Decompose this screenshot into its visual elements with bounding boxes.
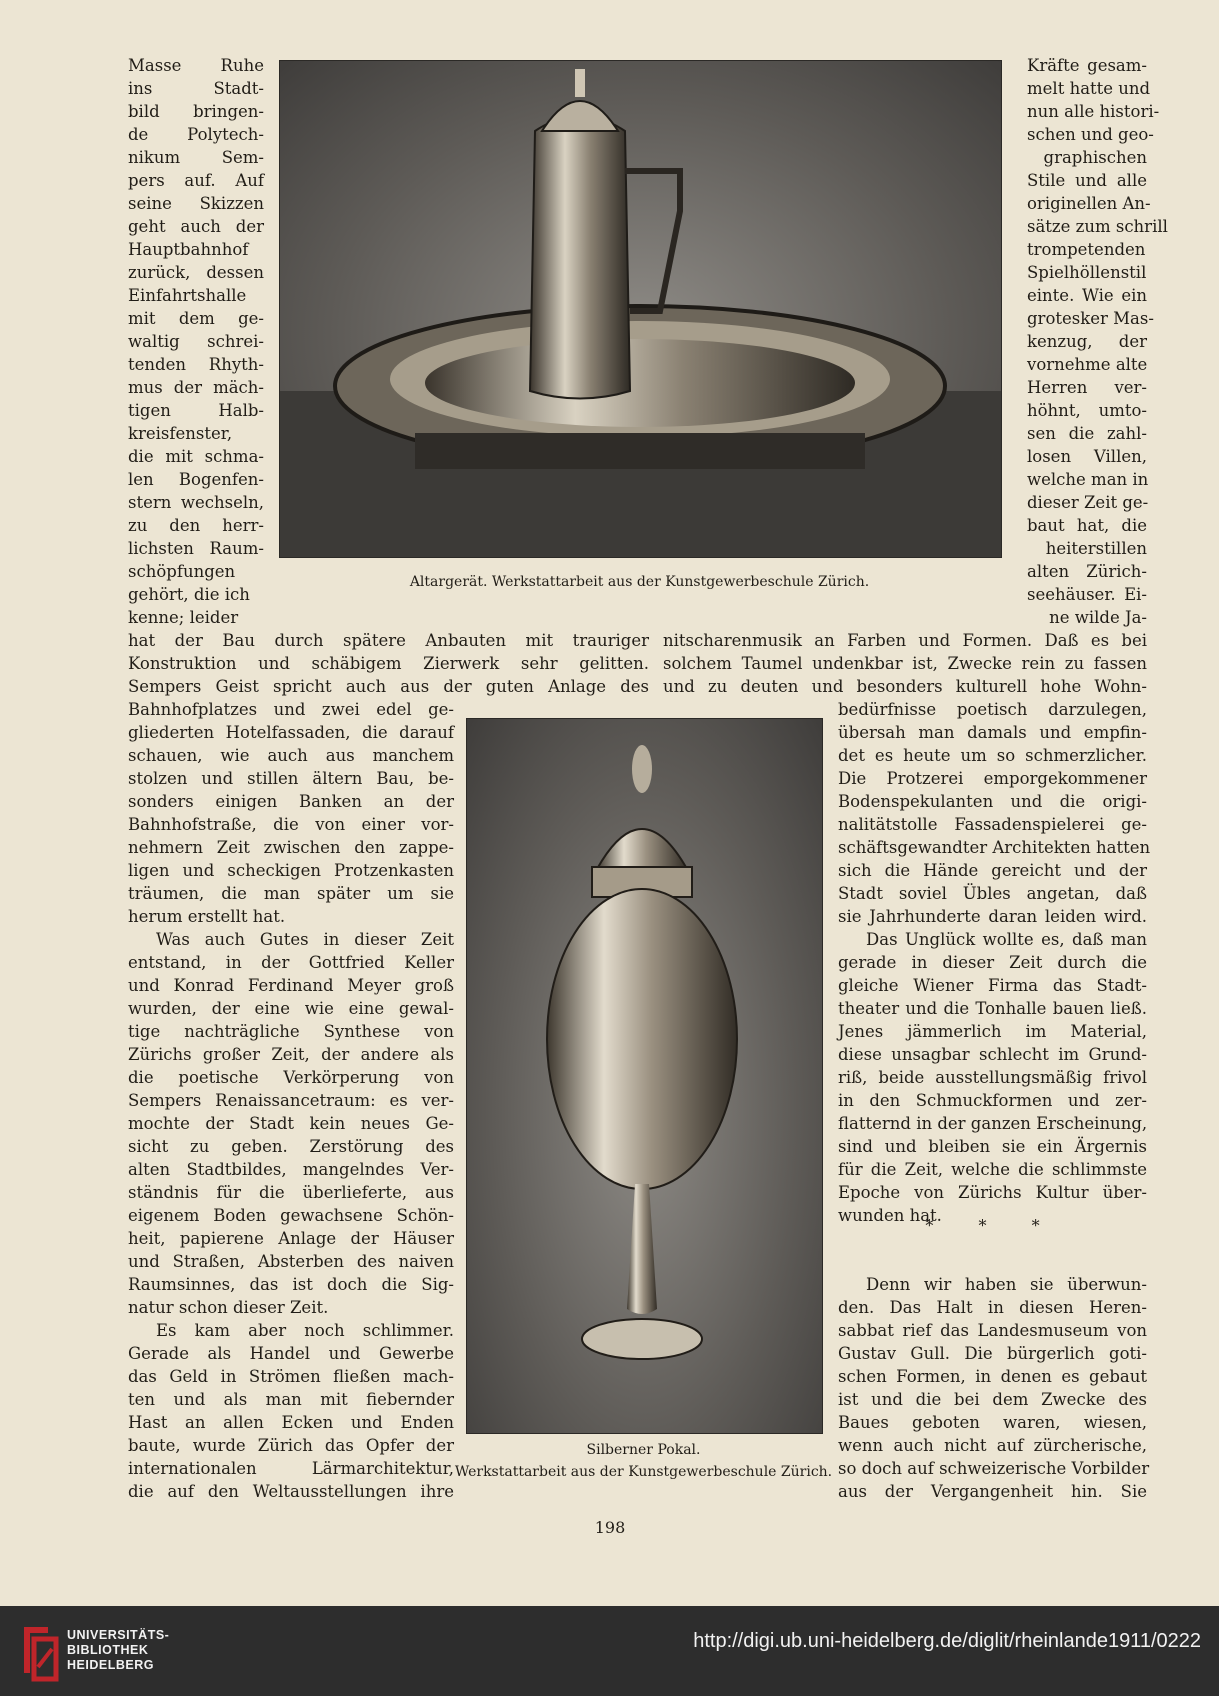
text-line: welche man in (1027, 470, 1149, 489)
text-line: schäftsgewandter Architekten hatten (838, 838, 1151, 857)
text-line: und Straßen, Absterben des naiven (128, 1252, 454, 1271)
section-separator: * * * (925, 1216, 1060, 1235)
text-line: seine Skizzen (128, 194, 264, 213)
text-line: gerade in dieser Zeit durch die (838, 953, 1147, 972)
text-line: Raumsinnes, das ist doch die Sig- (128, 1275, 454, 1294)
text-line: baute, wurde Zürich das Opfer der (128, 1436, 454, 1455)
text-line: höhnt, umto- (1027, 401, 1147, 420)
text-line: stolzen und stillen ältern Bau, be- (128, 769, 454, 788)
text-line: det es heute um so schmerzlicher. (838, 746, 1147, 765)
text-line: kenne; leider (128, 608, 239, 627)
text-line: heiterstillen (1045, 539, 1147, 558)
text-line: Sempers Geist spricht auch aus der guten Anlage des (128, 677, 649, 696)
text-line: hat der Bau durch spätere Anbauten mit trauriger (128, 631, 649, 650)
text-line: Hast an allen Ecken und Enden (128, 1413, 454, 1432)
text-line: Jenes jämmerlich im Material, (838, 1022, 1147, 1041)
text-line: ten und als man mit fiebernder (128, 1390, 454, 1409)
text-line: Bahnhofstraße, die von einer vor- (128, 815, 454, 834)
text-line: schöpfungen (128, 562, 236, 581)
text-line: Konstruktion und schäbigem Zierwerk sehr gelitten. (128, 654, 649, 673)
text-line: die auf den Weltausstellungen ihre (128, 1482, 454, 1501)
text-line: und Konrad Ferdinand Meyer groß (128, 976, 454, 995)
text-line: Hauptbahnhof (128, 240, 249, 259)
text-line: baut hat, die (1027, 516, 1147, 535)
text-line: Gustav Gull. Die bürgerlich goti- (838, 1344, 1147, 1363)
text-line: natur schon dieser Zeit. (128, 1298, 329, 1317)
text-line: schen und geo- (1027, 125, 1154, 144)
text-line: originellen An- (1027, 194, 1151, 213)
text-line: die mit schma- (128, 447, 264, 466)
text-line: graphischen (1043, 148, 1147, 167)
photo2-caption-title: Silberner Pokal. (586, 1442, 701, 1458)
text-line (838, 1250, 1147, 1273)
text-line: schauen, wie auch aus manchem (128, 746, 454, 765)
photo1-caption: Altargerät. Werkstattarbeit aus der Kunstgewerbeschule Zürich. (409, 574, 870, 590)
text-line: melt hatte und (1027, 79, 1151, 98)
text-line: herum erstellt hat. (128, 907, 286, 926)
text-line: ständnis für die überlieferte, aus (128, 1183, 454, 1202)
text-line: Sempers Renaissancetraum: es ver- (128, 1091, 454, 1110)
text-line: den. Das Halt in diesen Heren- (838, 1298, 1147, 1317)
text-line: Das Unglück wollte es, daß man (866, 930, 1147, 949)
text-line: nun alle histori- (1027, 102, 1160, 121)
text-line: seehäuser. Ei- (1027, 585, 1147, 604)
text-line: Herren ver- (1027, 378, 1147, 397)
text-line: übersah man damals und empfin- (838, 723, 1147, 742)
text-line: vornehme alte (1027, 355, 1148, 374)
text-line: mus der mäch- (128, 378, 264, 397)
text-line: bedürfnisse poetisch darzulegen, (838, 700, 1147, 719)
text-line: Spielhöllenstil (1027, 263, 1147, 282)
text-line: für die Zeit, welche die schlimmste (838, 1160, 1147, 1179)
text-line: bild bringen- (128, 102, 264, 121)
text-line: flatternd in der ganzen Erscheinung, (838, 1114, 1148, 1133)
text-line: nitscharenmusik an Farben und Formen. Daß es bei (663, 631, 1147, 650)
text-line: Stadt soviel Übles angetan, daß (838, 884, 1147, 903)
text-line: so doch auf schweizerische Vorbilder (838, 1459, 1150, 1478)
text-line: sich die Hände gereicht und der (838, 861, 1147, 880)
text-line: Kräfte gesam- (1027, 56, 1147, 75)
text-line: grotesker Mas- (1027, 309, 1154, 328)
text-line: zu den herr- (128, 516, 264, 535)
text-line: heit, papierene Anlage der Häuser (128, 1229, 454, 1248)
text-line: diese unsagbar schlecht im Grund- (838, 1045, 1147, 1064)
text-line: entstand, in der Gottfried Keller (128, 953, 454, 972)
text-line: nikum Sem- (128, 148, 264, 167)
text-line: zurück, dessen (128, 263, 264, 282)
text-line: Bahnhofplatzes und zwei edel ge- (128, 700, 454, 719)
text-line: sätze zum schrill (1027, 217, 1168, 236)
text-line: tenden Rhyth- (128, 355, 264, 374)
text-line: sen die zahl- (1027, 424, 1147, 443)
altar-vessel-photo (279, 60, 1002, 558)
text-line: die poetische Verkörperung von (128, 1068, 454, 1087)
text-line: das Geld in Strömen fließen mach- (128, 1367, 454, 1386)
text-line: Was auch Gutes in dieser Zeit (156, 930, 454, 949)
text-line: tige nachträgliche Synthese von (128, 1022, 454, 1041)
text-line: Masse Ruhe (128, 56, 264, 75)
text-line: alten Zürich- (1027, 562, 1147, 581)
text-line: losen Villen, (1027, 447, 1147, 466)
altar-vessel-illustration (280, 61, 1001, 557)
text-line: sind und bleiben sie ein Ärgernis (838, 1137, 1147, 1156)
source-url[interactable]: http://digi.ub.uni-heidelberg.de/diglit/rheinlande1911/0222 (693, 1630, 1201, 1652)
text-line: lichsten Raum- (128, 539, 264, 558)
text-line: wenn auch nicht auf zürcherische, (838, 1436, 1147, 1455)
text-line: sabbat rief das Landesmuseum von (838, 1321, 1147, 1340)
text-line: ist und die bei dem Zwecke des (838, 1390, 1147, 1409)
footer-bar (0, 1606, 1219, 1696)
text-line: gliederten Hotelfassaden, die darauf (128, 723, 454, 742)
text-line: Bodenspekulanten und die origi- (838, 792, 1147, 811)
text-line: schen Formen, in denen es gebaut (838, 1367, 1147, 1386)
text-line: solchem Taumel undenkbar ist, Zwecke rein zu fassen (663, 654, 1147, 673)
text-line: internationalen Lärmarchitektur, (128, 1459, 454, 1478)
text-line: Zürichs großer Zeit, der andere als (128, 1045, 454, 1064)
text-line: gehört, die ich (128, 585, 250, 604)
text-line: Baues geboten waren, wiesen, (838, 1413, 1147, 1432)
text-line: in den Schmuckformen und zer- (838, 1091, 1147, 1110)
text-line: kreisfenster, (128, 424, 233, 443)
text-line: eigenem Boden gewachsene Schön- (128, 1206, 454, 1225)
text-line: Einfahrtshalle (128, 286, 247, 305)
text-line: Epoche von Zürichs Kultur über- (838, 1183, 1147, 1202)
text-line: alten Stadtbildes, mangelndes Ver- (128, 1160, 454, 1179)
text-line: Die Protzerei emporgekommener (838, 769, 1147, 788)
text-line: tigen Halb- (128, 401, 264, 420)
library-name-line-2: BIBLIOTHEK (67, 1643, 149, 1657)
silver-goblet-photo (466, 718, 823, 1434)
text-line: Es kam aber noch schlimmer. (156, 1321, 454, 1340)
text-line: riß, beide ausstellungsmäßig frivol (838, 1068, 1147, 1087)
text-line: ligen und scheckigen Protzenkasten (128, 861, 454, 880)
text-line: stern wechseln, (128, 493, 264, 512)
text-line: ins Stadt- (128, 79, 264, 98)
text-line: träumen, die man später um sie (128, 884, 454, 903)
text-line: de Polytech- (128, 125, 264, 144)
text-line: trompetenden (1027, 240, 1146, 259)
text-line: sie Jahrhunderte daran leiden wird. (838, 907, 1147, 926)
text-line: waltig schrei- (128, 332, 264, 351)
text-line: theater und die Tonhalle bauen ließ. (838, 999, 1147, 1018)
silver-goblet-illustration (467, 719, 822, 1433)
text-line: einte. Wie ein (1027, 286, 1147, 305)
text-line: nehmern Zeit zwischen den zappe- (128, 838, 454, 857)
text-line: nalitätstolle Fassadenspielerei ge- (838, 815, 1147, 834)
text-line: aus der Vergangenheit hin. Sie (838, 1482, 1147, 1501)
text-line: sicht zu geben. Zerstörung des (128, 1137, 454, 1156)
text-line: wurden, der eine wie eine gewal- (128, 999, 454, 1018)
text-line: len Bogenfen- (128, 470, 264, 489)
library-name-line-1: UNIVERSITÄTS- (67, 1628, 170, 1642)
text-line: wunden hat. (838, 1206, 942, 1225)
library-name-line-3: HEIDELBERG (67, 1658, 154, 1672)
photo2-caption-text: Werkstattarbeit aus der Kunstgewerbeschule Zürich. (454, 1464, 833, 1480)
text-line: mit dem ge- (128, 309, 264, 328)
text-line: gleiche Wiener Firma das Stadt- (838, 976, 1147, 995)
text-line: und zu deuten und besonders kulturell hohe Wohn- (663, 677, 1147, 696)
text-line: mochte der Stadt kein neues Ge- (128, 1114, 454, 1133)
text-line: kenzug, der (1027, 332, 1147, 351)
text-line: Denn wir haben sie überwun- (866, 1275, 1147, 1294)
page-number: 198 (594, 1518, 626, 1537)
text-line: sonders einigen Banken an der (128, 792, 454, 811)
text-line: pers auf. Auf (128, 171, 264, 190)
text-line: dieser Zeit ge- (1027, 493, 1149, 512)
text-line: Stile und alle (1027, 171, 1147, 190)
library-logo-icon (20, 1623, 60, 1683)
text-line: ne wilde Ja- (1049, 608, 1147, 627)
text-line: geht auch der (128, 217, 264, 236)
text-line: Gerade als Handel und Gewerbe (128, 1344, 454, 1363)
